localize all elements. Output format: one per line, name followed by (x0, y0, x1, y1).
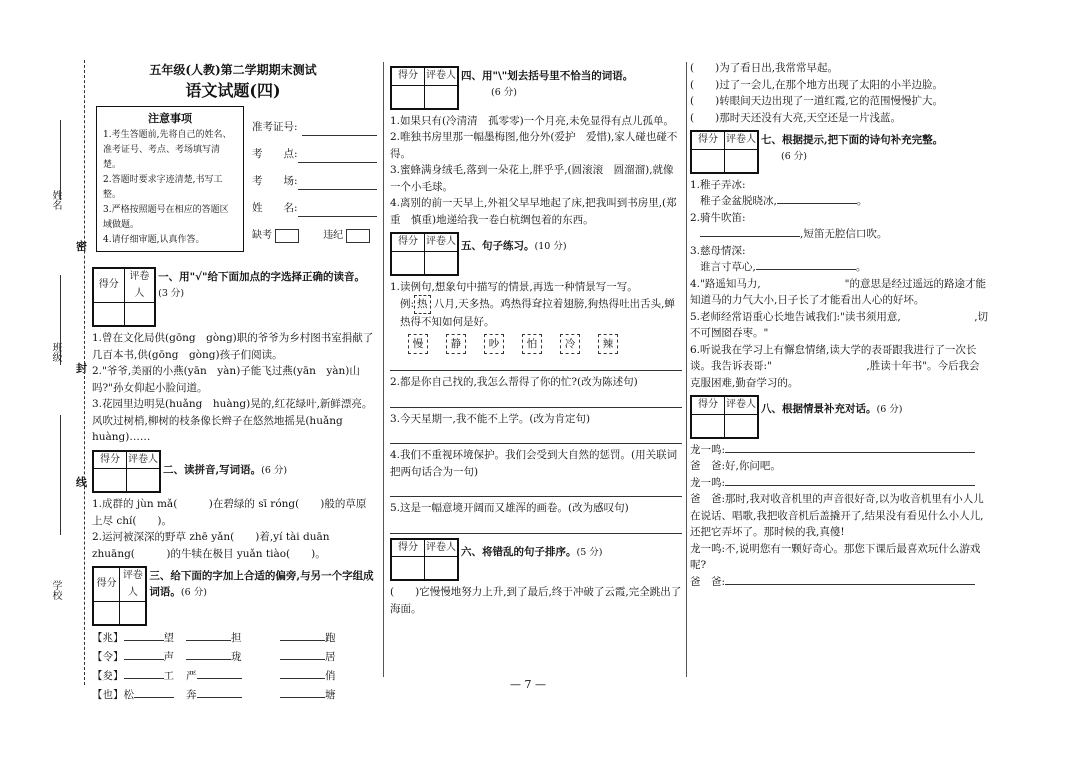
section-1-title: 一、用"√"给下面加点的字选择正确的读音。 (158, 271, 365, 283)
score-cell[interactable] (392, 251, 425, 274)
example (390, 295, 682, 330)
score-cell[interactable] (94, 469, 127, 492)
word-char: 珑 (231, 651, 242, 663)
answer-blank[interactable] (186, 640, 231, 641)
radical: 【兆】 (92, 632, 124, 644)
word-char: 奔 (186, 689, 197, 701)
dialogue-line: 龙一鸣:不,说明您有一颗好奇心。那您下课后最喜欢玩什么游戏呢? (690, 542, 981, 571)
question: 2."爷爷,美丽的小燕(yān yàn)子能飞过燕(yān yàn)山吗?"孙女仰起小脸问道。 (92, 365, 360, 394)
school-rule (60, 415, 61, 535)
radical: 【也】 (92, 689, 124, 701)
radical-row (92, 686, 374, 705)
question: 1.读例句,想象句中描写的情景,再选一种情景写一写。 (390, 280, 638, 293)
score-box (92, 566, 147, 626)
score-cell[interactable] (94, 303, 125, 326)
answer-blank[interactable] (280, 697, 325, 698)
column-divider (686, 62, 687, 677)
poem-text: 稚子金盆脱晓冰, (700, 195, 777, 207)
score-label: 得分 (94, 269, 125, 303)
score-label: 得分 (94, 451, 127, 469)
section-1-header (92, 267, 374, 327)
answer-blank[interactable] (280, 678, 325, 679)
grader-cell[interactable] (425, 251, 458, 274)
grader-cell[interactable] (120, 602, 146, 625)
question: 6.听说我在学习上有懈怠情绪,读大学的表哥跟我进行了一次长谈。我告诉表哥:" ,胜读十年书"。今后我会克服困难,勤奋学习的。 (690, 343, 980, 389)
answer-blank[interactable] (280, 659, 325, 660)
poem-line: 稚子金盆脱晓冰, 。 (700, 195, 868, 207)
score-label: 得分 (392, 234, 425, 252)
question: 4.离别的前一天早上,外祖父早早地起了床,把我叫到书房里,(郑重 慎重)地递给我一卷白杭绸包着的东西。 (390, 197, 677, 226)
absent-box[interactable] (275, 229, 299, 243)
section-2-header (92, 450, 374, 494)
char-choice[interactable]: 冷 (560, 334, 580, 354)
dialogue-line (690, 475, 990, 492)
section-5-header (390, 232, 682, 276)
question: 1.如果只有(冷清清 孤零零)一个月亮,未免显得有点儿孤单。 (390, 114, 675, 127)
exam-subtitle: 语文试题(四) (185, 80, 281, 100)
answer-line[interactable] (390, 356, 682, 371)
exam-title: 五年级(人教)第二学期期末测试 (149, 63, 317, 77)
seal-mark-xian: 线 (76, 476, 87, 489)
section-6-points: (5 分) (576, 546, 603, 558)
name-label: 姓名 (50, 190, 61, 210)
grader-label: 评卷人 (127, 451, 160, 469)
section-5-title: 五、句子练习。 (461, 240, 535, 252)
score-cell[interactable] (692, 149, 725, 172)
section-4-header (390, 66, 682, 110)
word-char: 工 (163, 670, 174, 682)
word-char: 跑 (325, 632, 336, 644)
notice-item: 2.答题时要求字迹清楚,书写工整。 (103, 175, 223, 200)
question: 2.都是你自己找的,我怎么帮得了你的忙?(改为陈述句) (390, 376, 638, 388)
section-2-points: (6 分) (261, 464, 288, 476)
grader-label: 评卷人 (425, 539, 458, 557)
poem-text: ,短笛无腔信口吹。 (800, 228, 888, 240)
section-6-title: 六、将错乱的句子排序。 (461, 545, 577, 558)
word-char: 塘 (325, 689, 336, 701)
grader-label: 评卷人 (725, 132, 758, 150)
sentence-item: ( )转眼间天边出现了一道红霞,它的范围慢慢扩大。 (690, 95, 944, 107)
section-6-header (390, 538, 682, 582)
dialogue-line (690, 442, 990, 459)
answer-blank[interactable] (756, 269, 856, 270)
score-box (390, 232, 459, 276)
score-box (390, 66, 459, 110)
score-cell[interactable] (94, 602, 120, 625)
class-label: 班级 (50, 342, 61, 362)
section-4-points: (6 分) (491, 87, 517, 98)
char-choice[interactable]: 辣 (598, 334, 618, 354)
answer-line[interactable] (390, 482, 682, 497)
answer-blank[interactable] (777, 203, 857, 204)
seal-line (84, 60, 85, 685)
char-choices (408, 334, 682, 354)
example-text: 八月,天多热。鸡热得耷拉着翅膀,狗热得吐出舌头,蝉热得不知如何是好。 (400, 298, 675, 328)
answer-blank[interactable] (124, 678, 164, 679)
answer-line[interactable] (390, 519, 682, 534)
grader-cell[interactable] (425, 557, 458, 580)
notice-title: 注意事项 (148, 112, 192, 125)
question: 3.今天星期一,我不能不上学。(改为肯定句) (390, 412, 591, 425)
radical-row (92, 648, 374, 667)
radical: 【夋】 (92, 670, 124, 682)
grader-label: 评卷人 (124, 269, 155, 303)
column-3 (690, 60, 990, 590)
word-char: 望 (163, 632, 174, 644)
score-box (92, 450, 161, 494)
char-choice[interactable]: 吵 (484, 334, 504, 354)
score-label: 得分 (392, 68, 425, 86)
word-char: 严 (186, 670, 197, 682)
grader-label: 评卷人 (425, 68, 458, 86)
speaker-line: 龙一鸣: (690, 476, 726, 489)
grader-cell[interactable] (127, 469, 160, 492)
word-char: 担 (231, 632, 242, 644)
example-label: 例: (400, 298, 415, 310)
radical: 【令】 (92, 651, 124, 663)
room-field[interactable] (298, 173, 377, 190)
score-label: 得分 (692, 132, 725, 150)
question: 3.花园里边明晃(huǎng huàng)晃的,红花绿叶,新鲜漂亮。风吹过树梢,柳树的枝条像长辫子在悠然地摇晃(huǎng huàng)…… (92, 398, 373, 443)
answer-line[interactable] (390, 429, 682, 444)
poem-line: 谁言寸草心, 。 (700, 261, 867, 273)
score-box (390, 538, 459, 582)
section-8-points: (6 分) (876, 404, 903, 415)
question: 4."路遥知马力, "的意思是经过遥远的路途才能知道马的力气大小,日子长了才能看出人心的好坏。 (690, 277, 987, 306)
grader-label: 评卷人 (425, 234, 458, 252)
room-label: 考 场: (252, 175, 298, 187)
sentence-item: ( )过了一会儿,在那个地方出现了太阳的小半边脸。 (690, 78, 944, 91)
char-choice[interactable]: 静 (446, 334, 466, 354)
score-cell[interactable] (692, 414, 725, 437)
score-box (92, 267, 156, 327)
sentence-item: ( )它慢慢地努力上升,到了最后,终于冲破了云霞,完全跳出了海面。 (390, 586, 682, 615)
dialogue-line: 爸 爸:那时,我对收音机里的声音很好奇,以为收音机里有小人儿在说话、唱歌,我把收音机后盖撬开了,结果没有看见什么小人儿,还把它弄坏了。那时候的我,真傻! (690, 493, 984, 538)
grader-cell[interactable] (425, 85, 458, 108)
answer-blank[interactable] (186, 659, 231, 660)
exam-no-label: 准考证号: (252, 121, 298, 133)
answer-blank[interactable] (725, 584, 975, 585)
answer-blank[interactable] (197, 697, 242, 698)
answer-blank[interactable] (124, 640, 164, 641)
violation-box[interactable] (346, 229, 370, 243)
question: 4.我们不重视环境保护。我们会受到大自然的惩罚。(用关联词把两句话合为一句) (390, 449, 678, 478)
answer-blank[interactable] (280, 640, 325, 641)
grader-cell[interactable] (725, 149, 758, 172)
radical-row (92, 629, 374, 648)
char-choice[interactable]: 慢 (408, 334, 428, 354)
score-label: 得分 (94, 568, 120, 602)
question: 3.慈母情深: (690, 244, 746, 257)
section-4-title: 四、用"\"划去括号里不恰当的词语。 (461, 70, 634, 82)
question: 1.稚子弄冰: (690, 178, 746, 191)
column-1 (92, 60, 374, 705)
grader-label: 评卷人 (120, 568, 146, 602)
dialogue-line (690, 574, 990, 591)
poem-line (690, 226, 990, 243)
seal-mark-feng: 封 (76, 362, 87, 375)
answer-blank[interactable] (700, 236, 800, 237)
violation-label: 违纪 (323, 230, 344, 241)
answer-line[interactable] (390, 393, 682, 408)
word-char: 俏 (325, 670, 336, 682)
column-divider (383, 62, 384, 677)
question: 2.骑牛吹笛: (690, 211, 746, 224)
poem-text: 谁言寸草心, (700, 261, 756, 273)
name-rule (60, 120, 61, 200)
radical-table (92, 629, 374, 705)
sentence-item: ( )为了看日出,我常常早起。 (690, 62, 839, 74)
section-1-points: (3 分) (158, 288, 185, 299)
question: 5.这是一幅意境开阔而又雄浑的画卷。(改为感叹句) (390, 502, 629, 514)
venue-label: 考 点: (252, 148, 298, 160)
speaker-line: 爸 爸: (690, 575, 726, 588)
venue-field[interactable] (298, 146, 377, 163)
grader-cell[interactable] (725, 414, 758, 437)
answer-blank[interactable] (134, 697, 174, 698)
sentence-item: ( )那时天还没有大亮,天空还是一片浅蓝。 (690, 111, 902, 124)
answer-blank[interactable] (725, 485, 975, 486)
grader-cell[interactable] (124, 303, 155, 326)
question: 1.曾在文化局供(gōng gòng)职的爷爷为乡村图书室捐献了几百本书,供(gōng gòng)孩子们阅读。 (92, 332, 374, 361)
notice-box (96, 106, 244, 252)
notice-item: 3.严格按照题号在相应的答题区域做题。 (103, 205, 229, 230)
section-2-title: 二、读拼音,写词语。 (163, 463, 262, 476)
question: 2.唯独书房里那一幅墨梅图,他分外(爱护 爱惜),家人碰也碰不得。 (390, 131, 678, 160)
score-label: 得分 (392, 539, 425, 557)
section-3-title: 三、给下面的字加上合适的偏旁,与另一个字组成词语。 (149, 570, 374, 598)
char-choice[interactable]: 怕 (522, 334, 542, 354)
score-cell[interactable] (392, 557, 425, 580)
speaker-line: 龙一鸣: (690, 443, 726, 456)
notice-item: 1.考生答题前,先将自己的姓名、准考证号、考点、考场填写清楚。 (103, 130, 232, 170)
page-number: — 7 — (510, 678, 546, 691)
answer-blank[interactable] (197, 678, 242, 679)
question: 5.老师经常语重心长地告诫我们:"读书须用意, ,切不可囫囵吞枣。" (690, 310, 989, 339)
question: 1.成群的 jùn mǎ( )在碧绿的 sī róng( )般的草原上尽 chí( )。 (92, 498, 367, 527)
score-cell[interactable] (392, 85, 425, 108)
seal-mark-mi: 密 (76, 240, 87, 253)
word-char: 松 (123, 689, 134, 701)
name-label: 姓 名: (252, 202, 298, 214)
score-box (690, 130, 759, 174)
word-char: 声 (163, 651, 174, 663)
exam-no-field[interactable] (302, 119, 377, 136)
candidate-info (252, 114, 377, 249)
column-2 (390, 60, 682, 617)
notice-item: 4.请仔细审题,认真作答。 (103, 235, 205, 245)
answer-blank[interactable] (725, 452, 975, 453)
radical-row (92, 667, 374, 686)
section-3-header (92, 566, 374, 626)
dialogue-line: 爸 爸:好,你问吧。 (690, 460, 781, 472)
example-char: 热 (414, 295, 431, 314)
question: 2.运河被深深的野草 zhē yǎn( )着,yí tài duān zhuāng( )的牛犊在极目 yuǎn tiào( )。 (92, 531, 330, 560)
section-7-title: 七、根据提示,把下面的诗句补充完整。 (761, 134, 944, 146)
section-8-header (690, 395, 990, 439)
word-char: 居 (325, 651, 336, 663)
name-field[interactable] (298, 200, 377, 217)
section-7-points: (6 分) (781, 151, 807, 162)
absent-label: 缺考 (252, 230, 272, 241)
question: 3.蜜蜂满身绒毛,落到一朵花上,胖乎乎,(圆滚滚 圆溜溜),就像一个小毛球。 (390, 164, 674, 193)
answer-blank[interactable] (124, 659, 164, 660)
binding-margin (40, 60, 85, 685)
grader-label: 评卷人 (725, 397, 758, 415)
section-8-title: 八、根据情景补充对话。 (761, 403, 877, 415)
school-label: 学校 (50, 580, 61, 600)
section-3-points: (6 分) (180, 587, 207, 598)
score-label: 得分 (692, 397, 725, 415)
score-box (690, 395, 759, 439)
section-5-points: (10 分) (534, 241, 567, 252)
section-7-header (690, 130, 990, 174)
